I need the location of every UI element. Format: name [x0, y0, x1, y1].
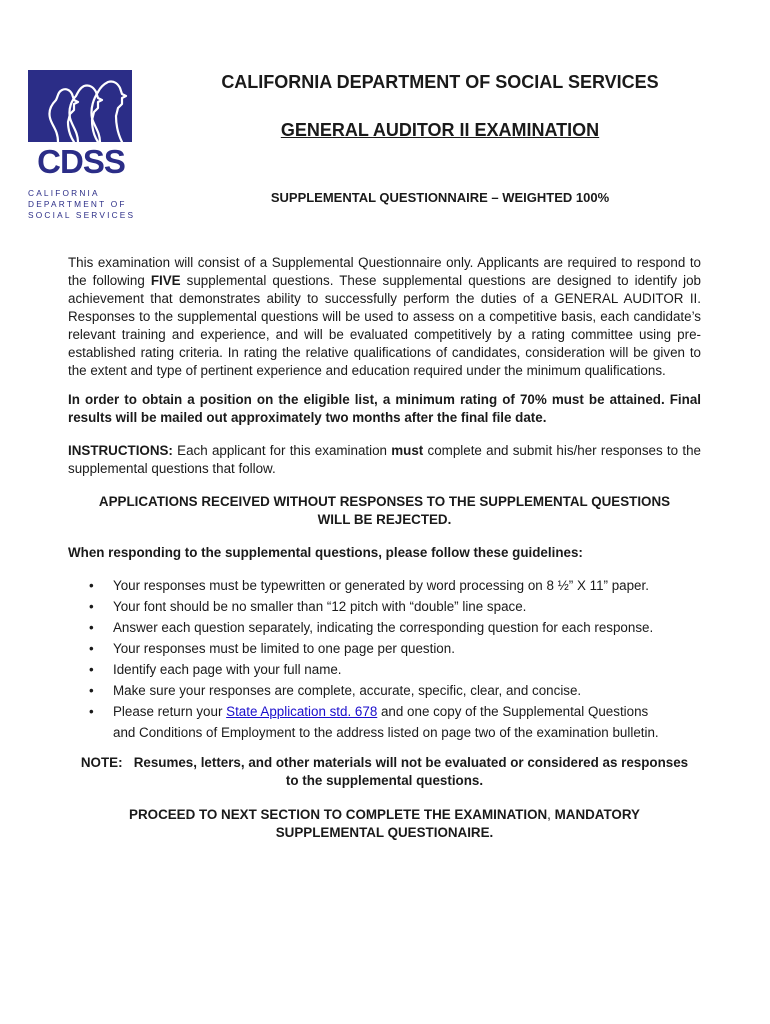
rejection-warning: APPLICATIONS RECEIVED WITHOUT RESPONSES TO THE SUPPLEMENTAL QUESTIONS WILL BE REJECTED. — [98, 494, 671, 527]
list-item: • Make sure your responses are complete, accurate, specific, clear, and concise. — [113, 680, 701, 701]
list-item: • Answer each question separately, indicating the corresponding question for each response. — [113, 617, 701, 638]
logo-subtitle: CALIFORNIA DEPARTMENT OF SOCIAL SERVICES — [28, 188, 136, 220]
list-item: • Your responses must be limited to one page per question. — [113, 638, 701, 659]
cdss-logo — [28, 70, 134, 230]
intro-paragraph: This examination will consist of a Supplemental Questionnaire only. Applicants are required to respond to the following FIVE supplemental questions. These supplemental questions are designed to identify job achievement that demonstrates ability to successfully perform the duties of a GENERAL AUDITOR II. Responses to the supplemental questions will be used to assess on a competitive basis, each candidate’s relevant training and experience, and will be evaluated competitively by a rating committee using pre-established rating criteria. In rating the relative qualifications of candidates, consideration will be given to the extent and type of pertinent experience and education required under the minimum qualifications. — [68, 255, 701, 378]
rating-requirement: In order to obtain a position on the eligible list, a minimum rating of 70% must be attained. Final results will be mailed out approximately two months after the final file date. — [68, 392, 701, 425]
logo-abbreviation: CDSS — [37, 143, 125, 180]
list-item: • Your responses must be typewritten or generated by word processing on 8 ½” X 11” paper. — [113, 575, 701, 596]
document-body — [68, 254, 701, 842]
note-paragraph: NOTE: Resumes, letters, and other materials will not be evaluated or considered as responses to the supplemental questions. — [80, 755, 689, 788]
questionnaire-subtitle: SUPPLEMENTAL QUESTIONNAIRE – WEIGHTED 100% — [270, 190, 610, 205]
list-item: • Identify each page with your full name. — [113, 659, 701, 680]
list-item: • Your font should be no smaller than “12 pitch with “double” line space. — [113, 596, 701, 617]
guidelines-heading: When responding to the supplemental questions, please follow these guidelines: — [68, 545, 583, 560]
list-item: • Please return your State Application std. 678 and one copy of the Supplemental Questions and Conditions of Employment to the address listed on page two of the examination bulletin. — [113, 701, 701, 743]
guidelines-list — [68, 575, 701, 743]
exam-title: GENERAL AUDITOR II EXAMINATION — [280, 120, 600, 140]
state-application-link[interactable]: State Application std. 678 — [226, 704, 378, 719]
instructions-paragraph: INSTRUCTIONS: Each applicant for this examination must complete and submit his/her responses to the supplemental questions that follow. — [68, 443, 701, 476]
logo-faces-emblem — [28, 70, 132, 142]
department-title: CALIFORNIA DEPARTMENT OF SOCIAL SERVICES — [221, 72, 659, 92]
proceed-instruction: PROCEED TO NEXT SECTION TO COMPLETE THE EXAMINATION, MANDATORY SUPPLEMENTAL QUESTIONAIRE. — [129, 807, 640, 840]
